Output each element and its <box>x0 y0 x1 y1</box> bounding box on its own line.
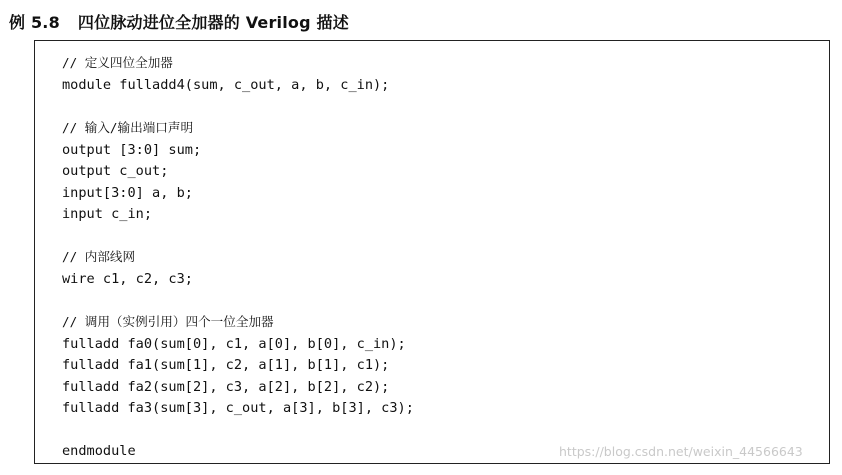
code-line: output [3:0] sum; <box>62 142 202 158</box>
code-line: endmodule <box>62 443 136 459</box>
code-comment-line: // 定义四位全加器 <box>62 55 173 70</box>
watermark-url: https://blog.csdn.net/weixin_44566643 <box>559 444 803 459</box>
code-listing-box <box>34 40 830 464</box>
code-comment-line: // 输入/输出端口声明 <box>62 120 194 135</box>
example-title: 四位脉动进位全加器的 Verilog 描述 <box>77 12 349 32</box>
code-comment-line: // 调用（实例引用）四个一位全加器 <box>62 314 274 329</box>
code-line: fulladd fa1(sum[1], c2, a[1], b[1], c1); <box>62 357 390 373</box>
code-line: fulladd fa2(sum[2], c3, a[2], b[2], c2); <box>62 379 390 395</box>
code-line: fulladd fa0(sum[0], c1, a[0], b[0], c_in); <box>62 336 406 352</box>
example-heading <box>9 9 349 33</box>
code-line: input c_in; <box>62 206 153 222</box>
example-number: 例 5.8 <box>9 12 60 32</box>
code-line: wire c1, c2, c3; <box>62 271 193 287</box>
code-line: module fulladd4(sum, c_out, a, b, c_in); <box>62 77 390 93</box>
code-line: output c_out; <box>62 163 169 179</box>
code-comment-line: // 内部线网 <box>62 249 136 264</box>
code-line: fulladd fa3(sum[3], c_out, a[3], b[3], c3); <box>62 400 414 416</box>
code-line: input[3:0] a, b; <box>62 185 193 201</box>
